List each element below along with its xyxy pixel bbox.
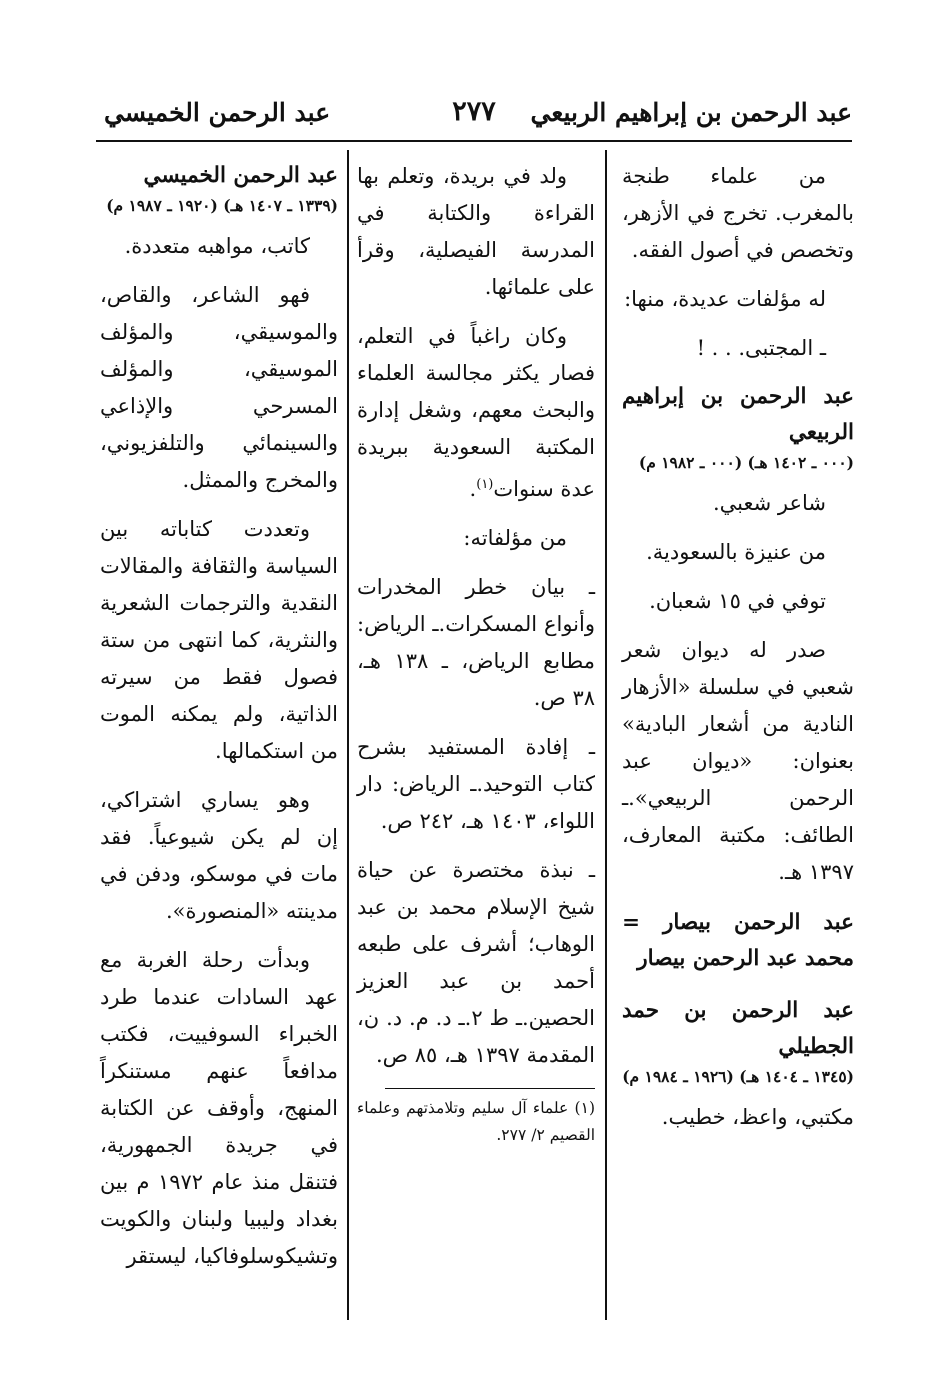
column-divider-right bbox=[605, 150, 607, 1320]
entry-dates: (١٣٤٥ ـ ١٤٠٤ هـ) (١٩٢٦ ـ ١٩٨٤ م) bbox=[622, 1067, 854, 1086]
paragraph: من مؤلفاته: bbox=[463, 526, 567, 550]
paragraph-end: . bbox=[469, 477, 477, 501]
entry-dates: (٠٠٠ ـ ١٤٠٢ هـ) (٠٠٠ ـ ١٩٨٢ م) bbox=[638, 453, 854, 472]
running-head-right: عبد الرحمن بن إبراهيم الربيعي bbox=[530, 98, 852, 127]
page-header bbox=[96, 98, 852, 144]
list-item: ـ إفادة المستفيد بشرح كتاب التوحيد.ـ الرياض: دار اللواء، ١٤٠٣ هـ، ٢٤٢ ص. bbox=[357, 735, 595, 833]
paragraph-text: وكان راغباً في التعلم، فصار يكثر مجالسة العلماء والبحث معهم، وشغل إدارة المكتبة السعودية ببريدة عدة سنوات bbox=[357, 324, 595, 501]
footnote-marker: (١) bbox=[476, 477, 494, 492]
paragraph: شاعر شعبي. bbox=[712, 491, 826, 515]
column-right bbox=[622, 158, 854, 1148]
column-divider-left bbox=[347, 150, 349, 1320]
paragraph: مكتبي، واعظ، خطيب. bbox=[661, 1105, 854, 1129]
running-head-left: عبد الرحمن الخميسي bbox=[104, 98, 331, 127]
paragraph bbox=[357, 318, 595, 508]
header-rule bbox=[96, 140, 852, 142]
paragraph: فهو الشاعر، والقاص، والموسيقي، والمؤلف الموسيقي، والمؤلف المسرحي والإذاعي والسينمائي والتلفزيوني، والمخرج والممثل. bbox=[100, 283, 338, 492]
paragraph: وهو يساري اشتراكي، إن لم يكن شيوعياً. فقد مات في موسكو، ودفن في مدينته «المنصورة». bbox=[100, 788, 338, 923]
column-middle bbox=[357, 158, 595, 1149]
paragraph: ولد في بريدة، وتعلم بها القراءة والكتابة في المدرسة الفيصلية، وقرأ على علمائها. bbox=[357, 164, 595, 299]
page-number: ٢٧٧ bbox=[452, 96, 496, 127]
list-item: ـ المجتبى. . . ! bbox=[696, 336, 826, 360]
paragraph: من علماء طنجة بالمغرب. تخرج في الأزهر، وتخصص في أصول الفقه. bbox=[622, 164, 854, 262]
footnote: (١) علماء آل سليم وتلامذتهم وعلماء القصيم ٢/ ٢٧٧. bbox=[357, 1099, 595, 1144]
paragraph: له مؤلفات عديدة، منها: bbox=[624, 287, 826, 311]
paragraph: وبدأت رحلة الغربة مع عهد السادات عندما طرد الخبراء السوفييت، فكتب مدافعاً عنهم مستنكراً المنهج، وأوقف عن الكتابة في جريدة الجمهورية، فتنقل منذ عام ١٩٧٢ م بين بغداد وليبيا ولبنان والكويت وتشيكوسلوفاكيا، ليستقر bbox=[100, 948, 338, 1268]
footnote-rule bbox=[385, 1088, 595, 1089]
paragraph: توفي في ١٥ شعبان. bbox=[649, 589, 826, 613]
entry-dates: (١٣٣٩ ـ ١٤٠٧ هـ) (١٩٢٠ ـ ١٩٨٧ م) bbox=[106, 196, 338, 215]
paragraph: من عنيزة بالسعودية. bbox=[646, 540, 826, 564]
entry-heading: عبد الرحمن بن إبراهيم الربيعي bbox=[622, 384, 854, 445]
list-item: ـ بيان خطر المخدرات وأنواع المسكرات.ـ الرياض: مطابع الرياض، ـ ١٣٨ هـ، ٣٨ ص. bbox=[357, 575, 595, 710]
list-item: ـ نبذة مختصرة عن حياة شيخ الإسلام محمد بن عبد الوهاب؛ أشرف على طبعه أحمد بن عبد العزيز الحصين.ـ ط ٢.ـ د. م. د. ن، المقدمة ١٣٩٧ هـ، ٨٥ ص. bbox=[357, 858, 596, 1067]
entry-heading: عبد الرحمن الخميسي bbox=[143, 163, 338, 188]
paragraph: صدر له ديوان شعر شعبي في سلسلة «الأزهار النادية من أشعار البادية» بعنوان: «ديوان عبد الرحمن الربيعي».ـ الطائف: مكتبة المعارف، ١٣٩٧ هـ. bbox=[622, 638, 854, 884]
column-left bbox=[100, 158, 338, 1287]
entry-heading: عبد الرحمن بن حمد الجطيلي bbox=[622, 998, 854, 1059]
entry-heading: عبد الرحمن بيصار = محمد عبد الرحمن بيصار bbox=[622, 910, 854, 971]
paragraph: وتعددت كتاباته بين السياسة والثقافة والمقالات النقدية والترجمات الشعرية والنثرية، كما انتهى من ستة فصول فقط من سيرته الذاتية، ولم يمكنه الموت من استكمالها. bbox=[100, 517, 338, 763]
paragraph: كاتب، مواهبه متعددة. bbox=[124, 234, 310, 258]
